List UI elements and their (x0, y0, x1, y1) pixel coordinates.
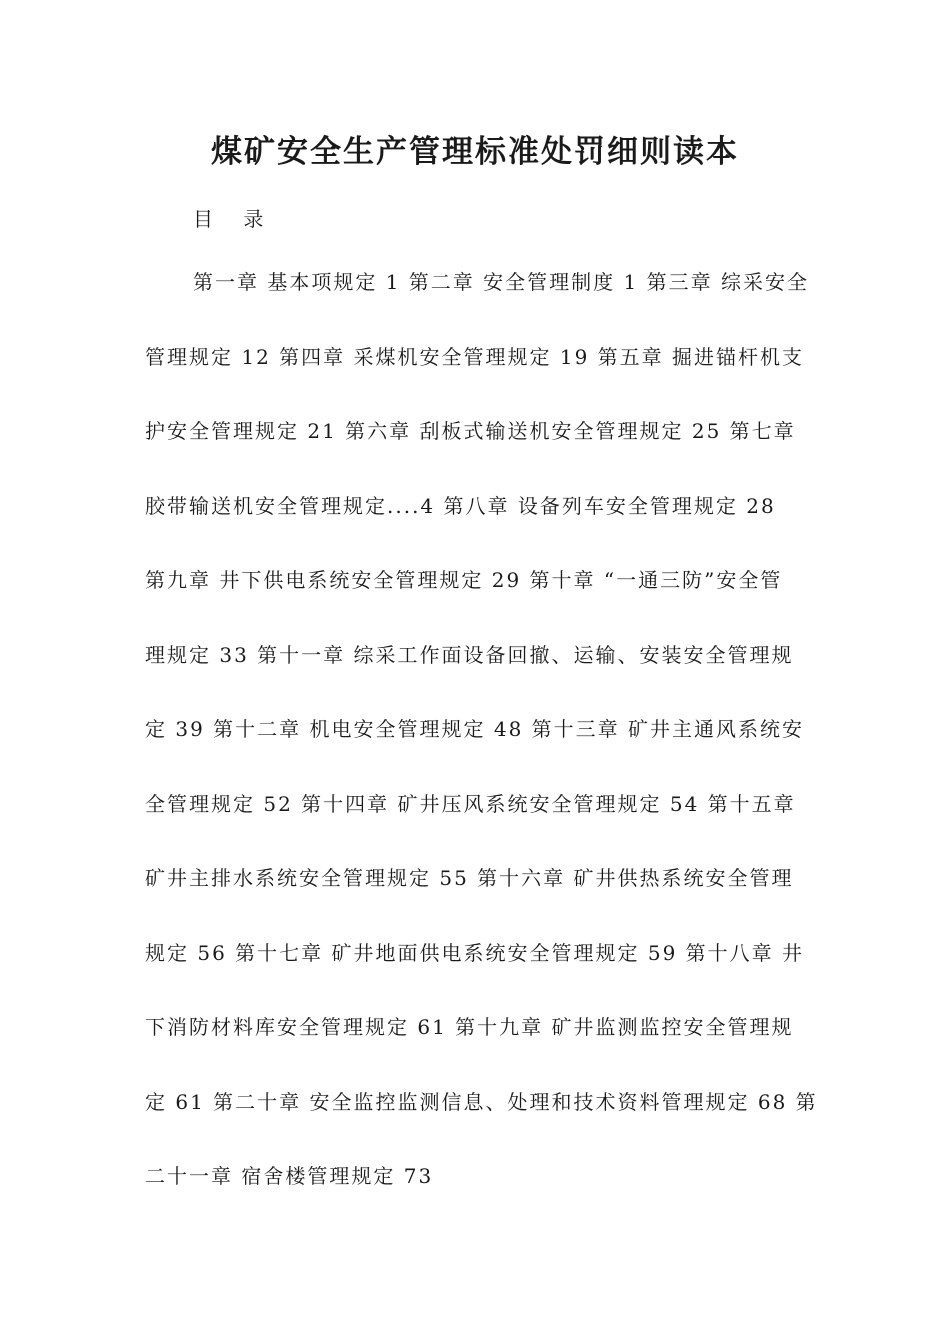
toc-line: 规定 56 第十七章 矿井地面供电系统安全管理规定 59 第十八章 井 (145, 940, 805, 965)
document-title: 煤矿安全生产管理标准处罚细则读本 (211, 134, 739, 170)
toc-line: 护安全管理规定 21 第六章 刮板式输送机安全管理规定 25 第七章 (145, 419, 796, 443)
toc-line: 管理规定 12 第四章 采煤机安全管理规定 19 第五章 掘进锚杆机支 (145, 344, 805, 369)
toc-line: 矿井主排水系统安全管理规定 55 第十六章 矿井供热系统安全管理 (145, 866, 794, 890)
toc-line: 全管理规定 52 第十四章 矿井压风系统安全管理规定 54 第十五章 (145, 791, 796, 816)
toc-line: 定 61 第二十章 安全监控监测信息、处理和技术资料管理规定 68 第 (145, 1089, 818, 1114)
toc-line: 下消防材料库安全管理规定 61 第十九章 矿井监测监控安全管理规 (145, 1015, 794, 1039)
toc-line: 定 39 第十二章 机电安全管理规定 48 第十三章 矿井主通风系统安 (145, 717, 805, 741)
toc-line: 第一章 基本项规定 1 第二章 安全管理制度 1 第三章 综采安全 (193, 270, 809, 294)
toc-body (145, 263, 818, 1232)
toc-line: 胶带输送机安全管理规定....4 第八章 设备列车安全管理规定 28 (145, 493, 776, 518)
toc-line: 二十一章 宿舍楼管理规定 73 (145, 1164, 434, 1188)
toc-heading: 目 录 (193, 207, 276, 231)
toc-line: 理规定 33 第十一章 综采工作面设备回撤、运输、安装安全管理规 (145, 642, 794, 667)
toc-line: 第九章 井下供电系统安全管理规定 29 第十章 “一通三防”安全管 (145, 568, 783, 592)
